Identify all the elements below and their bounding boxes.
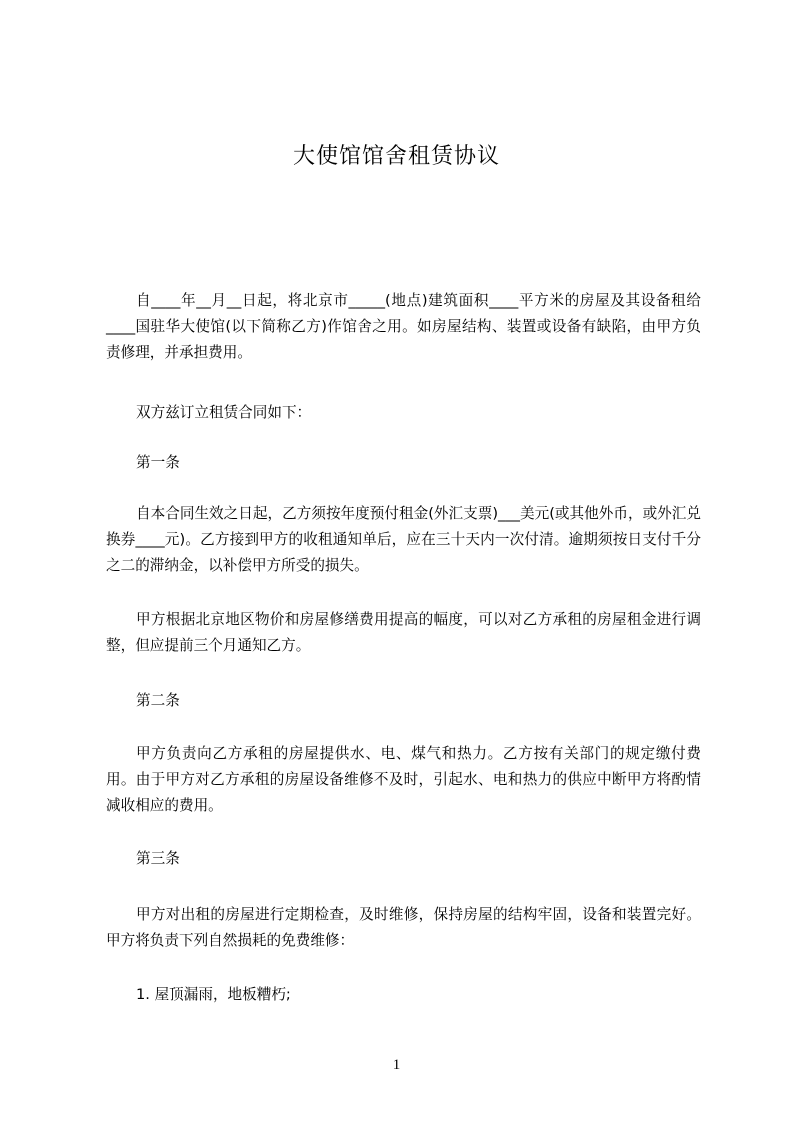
page-number: 1 xyxy=(392,1057,401,1073)
article-1-heading: 第一条 xyxy=(136,454,180,471)
paragraph-agreement-statement: 双方兹订立租赁合同如下： xyxy=(136,404,312,421)
article-2-paragraph: 甲方负责向乙方承租的房屋提供水、电、煤气和热力。乙方按有关部门的规定缴付费用。由于甲方对乙方承租的房屋设备维修不及时，引起水、电和热力的供应中断甲方将酌情减收相应的费用。 xyxy=(106,745,701,814)
paragraph-intro: 自____年__月__日起，将北京市_____(地点)建筑面积____平方米的房屋及其设备租给____国驻华大使馆(以下简称乙方)作馆舍之用。如房屋结构、装置或设备有缺陷，由甲方负责修理，并承担费用。 xyxy=(106,292,701,361)
article-3-heading: 第三条 xyxy=(136,850,180,867)
article-1-paragraph-2: 甲方根据北京地区物价和房屋修缮费用提高的幅度，可以对乙方承租的房屋租金进行调整，但应提前三个月通知乙方。 xyxy=(106,611,701,654)
article-1-paragraph-1: 自本合同生效之日起，乙方须按年度预付租金(外汇支票)___美元(或其他外币，或外汇兑换券____元)。乙方接到甲方的收租通知单后，应在三十天内一次付清。逾期须按日支付千分之二的滞纳金，以补偿甲方所受的损失。 xyxy=(106,505,701,574)
repair-list-item-1: 1. 屋顶漏雨，地板糟朽; xyxy=(136,986,291,1003)
article-2-heading: 第二条 xyxy=(136,692,180,709)
document-title: 大使馆馆舍租赁协议 xyxy=(292,144,500,169)
article-3-paragraph: 甲方对出租的房屋进行定期检查，及时维修，保持房屋的结构牢固，设备和装置完好。甲方将负责下列自然损耗的免费维修： xyxy=(106,906,701,949)
